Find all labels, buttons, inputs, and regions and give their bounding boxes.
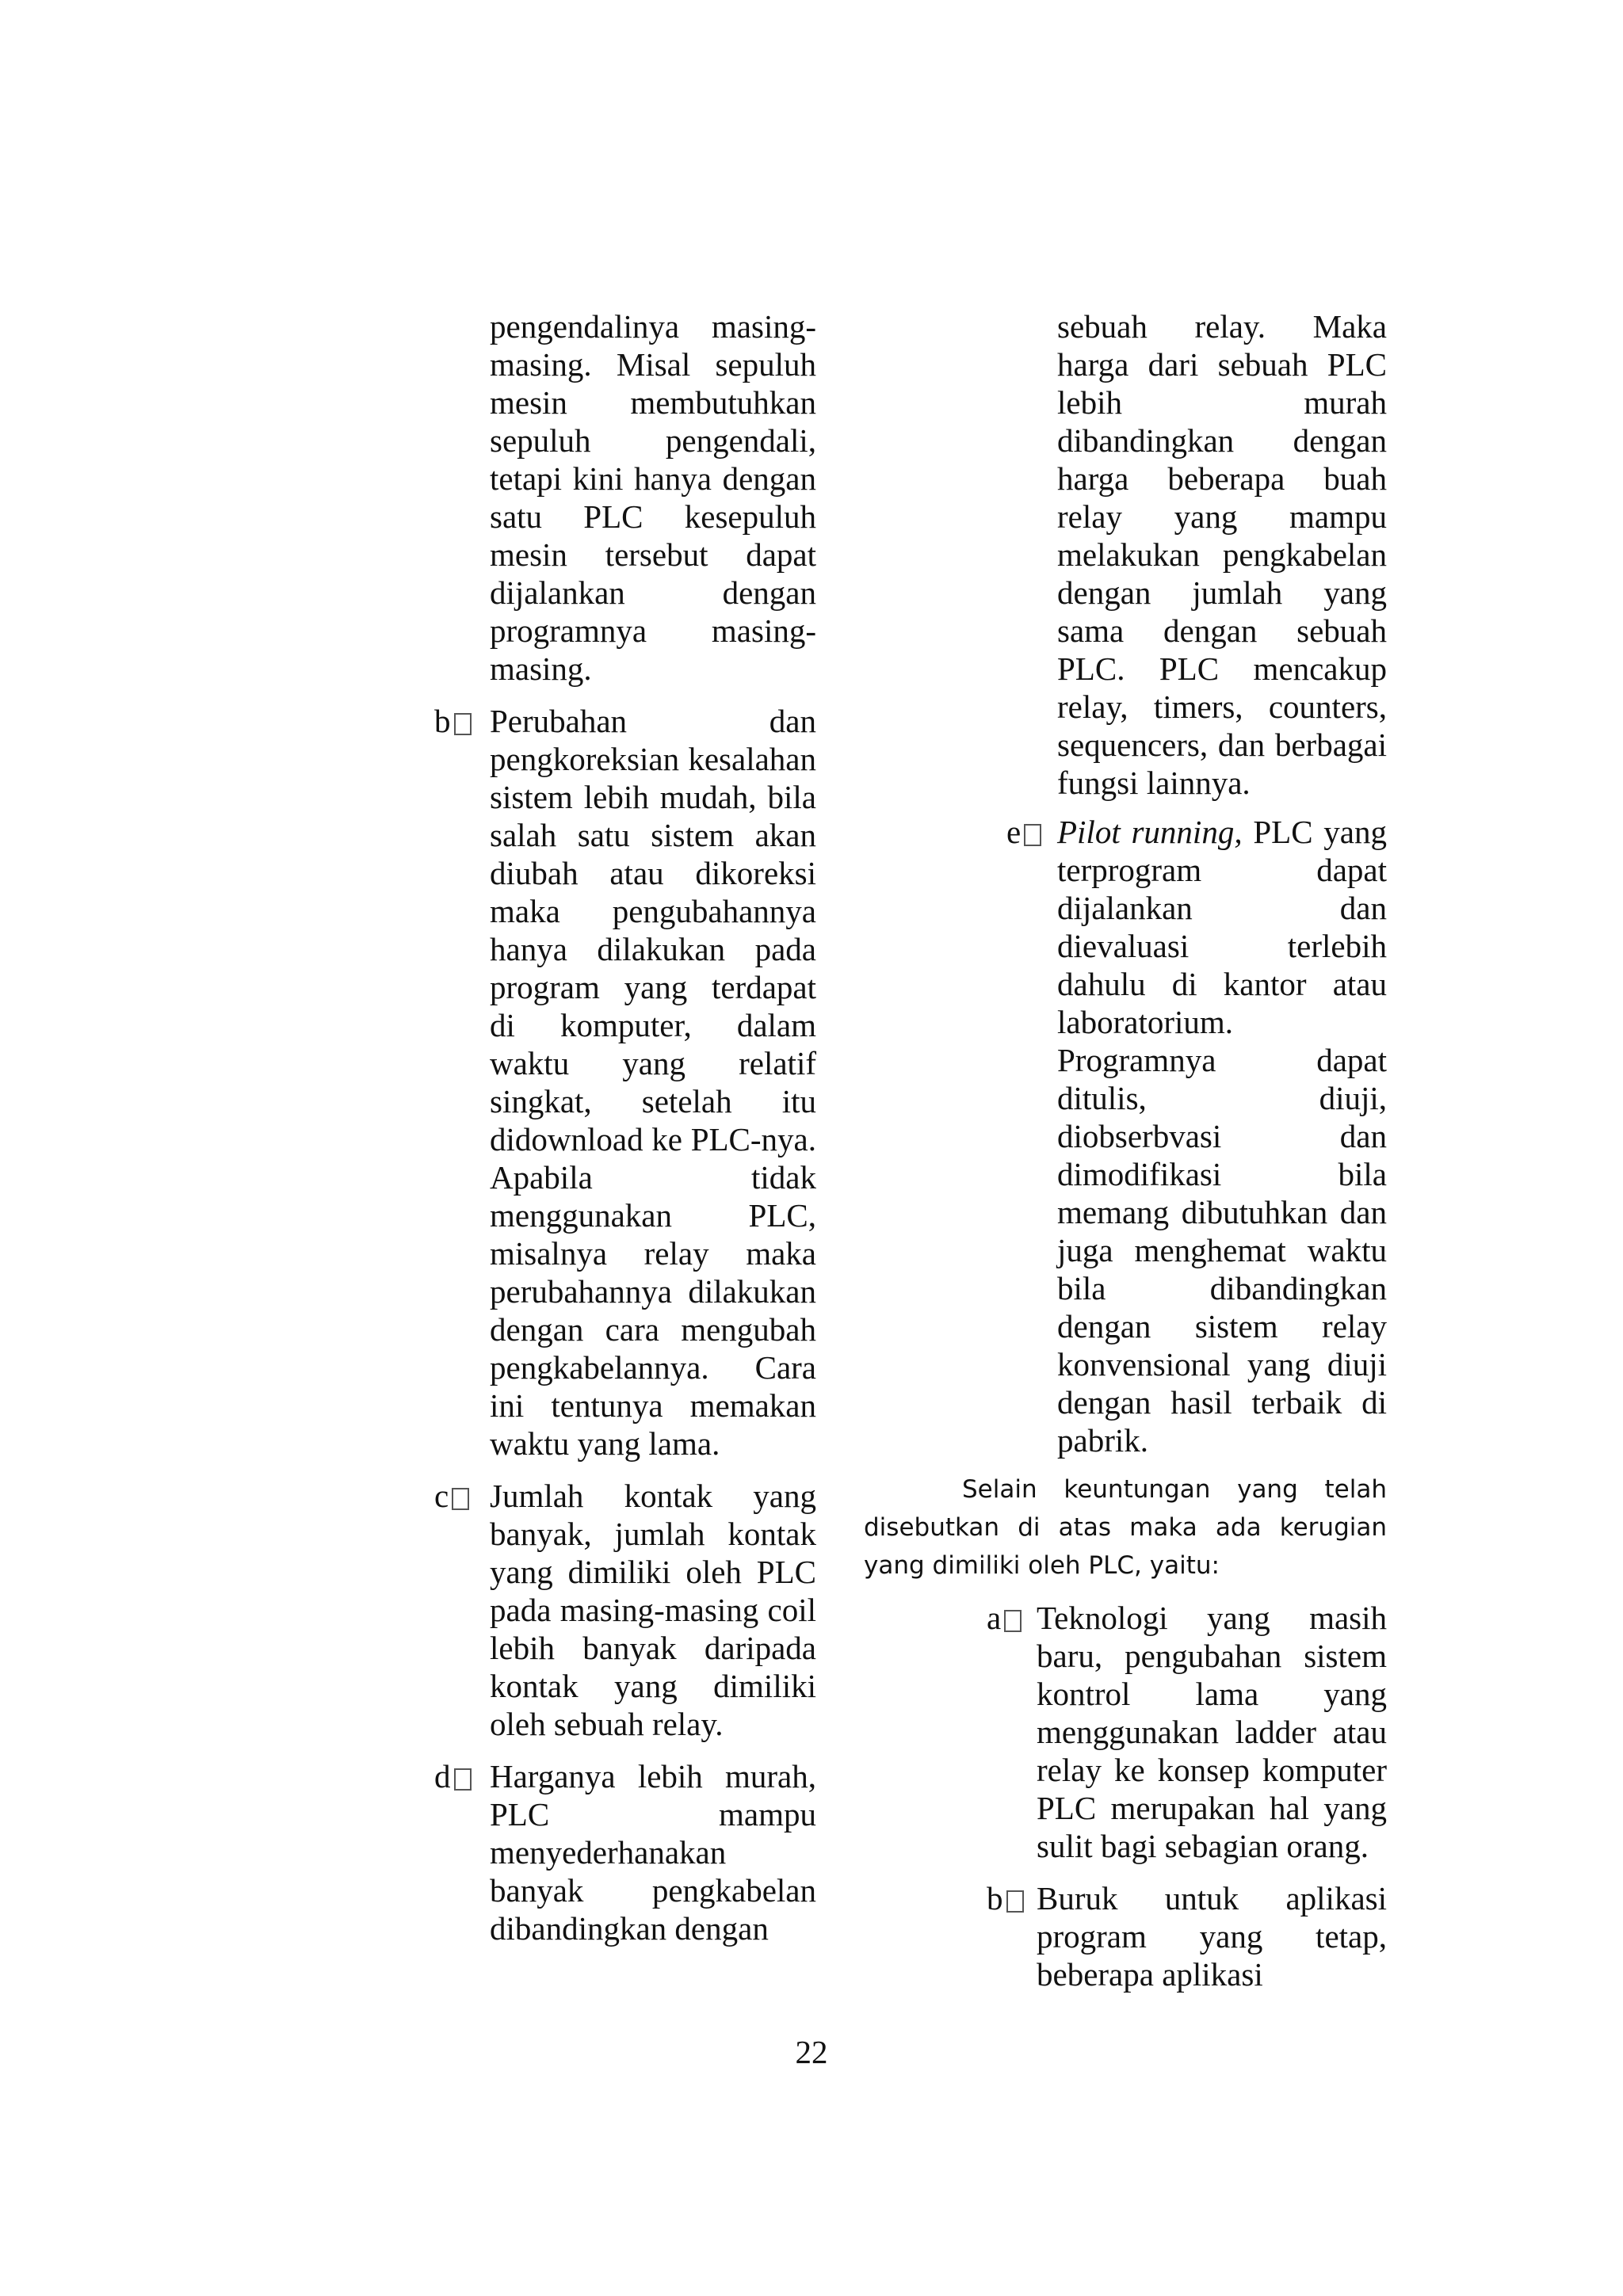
- list-item-text: Jumlah kontak yang banyak, jumlah kontak yang dimiliki oleh PLC pada masing-masing coil lebih banyak daripada kontak yang dimiliki oleh sebuah relay.: [490, 1478, 816, 1742]
- intro-continuation: pengendalinya masing-masing. Misal sepuluh mesin membutuhkan sepuluh pengendali, tetapi kini hanya dengan satu PLC kesepuluh mesin tersebut dapat dijalankan dengan programnya masing-masing.: [490, 308, 816, 687]
- missing-glyph-icon: [452, 1488, 469, 1510]
- list-marker: b: [987, 1879, 1024, 1917]
- item-d-continuation: sebuah relay. Maka harga dari sebuah PLC lebih murah dibandingkan dengan harga beberapa buah relay yang mampu melakukan pengkabelan dengan jumlah yang sama dengan sebuah PLC. PLC mencakup relay, timers, counters, sequencers, dan berbagai fungsi lainnya.: [1057, 308, 1387, 801]
- page-number: 22: [795, 2034, 828, 2070]
- list-marker: c: [434, 1477, 469, 1515]
- list-marker: d: [434, 1757, 472, 1795]
- italic-lead: Pilot running,: [1057, 814, 1243, 850]
- missing-glyph-icon: [1024, 824, 1041, 846]
- missing-glyph-icon: [454, 1768, 472, 1791]
- missing-glyph-icon: [1006, 1890, 1024, 1913]
- list-item-text: PLC yang terprogram dapat dijalankan dan dievaluasi terlebih dahulu di kantor atau laboratorium. Programnya dapat ditulis, diuji, diobserbvasi dan dimodifikasi bila memang dibutuhkan dan juga menghemat waktu bila dibandingkan dengan sistem relay konvensional yang diuji dengan hasil terbaik di pabrik.: [1057, 814, 1387, 1459]
- list-item-d: [434, 1757, 816, 1947]
- list-item-b: [434, 702, 816, 1463]
- list-item-text: Teknologi yang masih baru, pengubahan sistem kontrol lama yang menggunakan ladder atau relay ke konsep komputer PLC merupakan hal yang sulit bagi sebagian orang.: [1037, 1600, 1387, 1864]
- list-item-text: Harganya lebih murah, PLC mampu menyederhanakan banyak pengkabelan dibandingkan dengan: [490, 1758, 816, 1947]
- list-item-c: [434, 1477, 816, 1743]
- list-marker: e: [1006, 813, 1041, 851]
- transition-paragraph: Selain keuntungan yang telah disebutkan di atas maka ada kerugian yang dimiliki oleh PLC, yaitu:: [864, 1475, 1387, 1580]
- list-item-text: Perubahan dan pengkoreksian kesalahan sistem lebih mudah, bila salah satu sistem akan diubah atau dikoreksi maka pengubahannya hanya dilakukan pada program yang terdapat di komputer, dalam waktu yang relatif singkat, setelah itu didownload ke PLC-nya. Apabila tidak menggunakan PLC, misalnya relay maka perubahannya dilakukan dengan cara mengubah pengkabelannya. Cara ini tentunya memakan waktu yang lama.: [490, 703, 816, 1462]
- disadvantage-item-b: [864, 1879, 1387, 1993]
- list-marker: a: [987, 1599, 1022, 1637]
- disadvantage-item-a: [864, 1599, 1387, 1865]
- right-column: [864, 307, 1387, 1993]
- list-item-e: [864, 813, 1387, 1459]
- missing-glyph-icon: [454, 713, 472, 735]
- left-column: [434, 307, 816, 1947]
- missing-glyph-icon: [1004, 1610, 1022, 1632]
- list-item-text: Buruk untuk aplikasi program yang tetap, beberapa aplikasi: [1037, 1880, 1387, 1993]
- list-marker: b: [434, 702, 472, 740]
